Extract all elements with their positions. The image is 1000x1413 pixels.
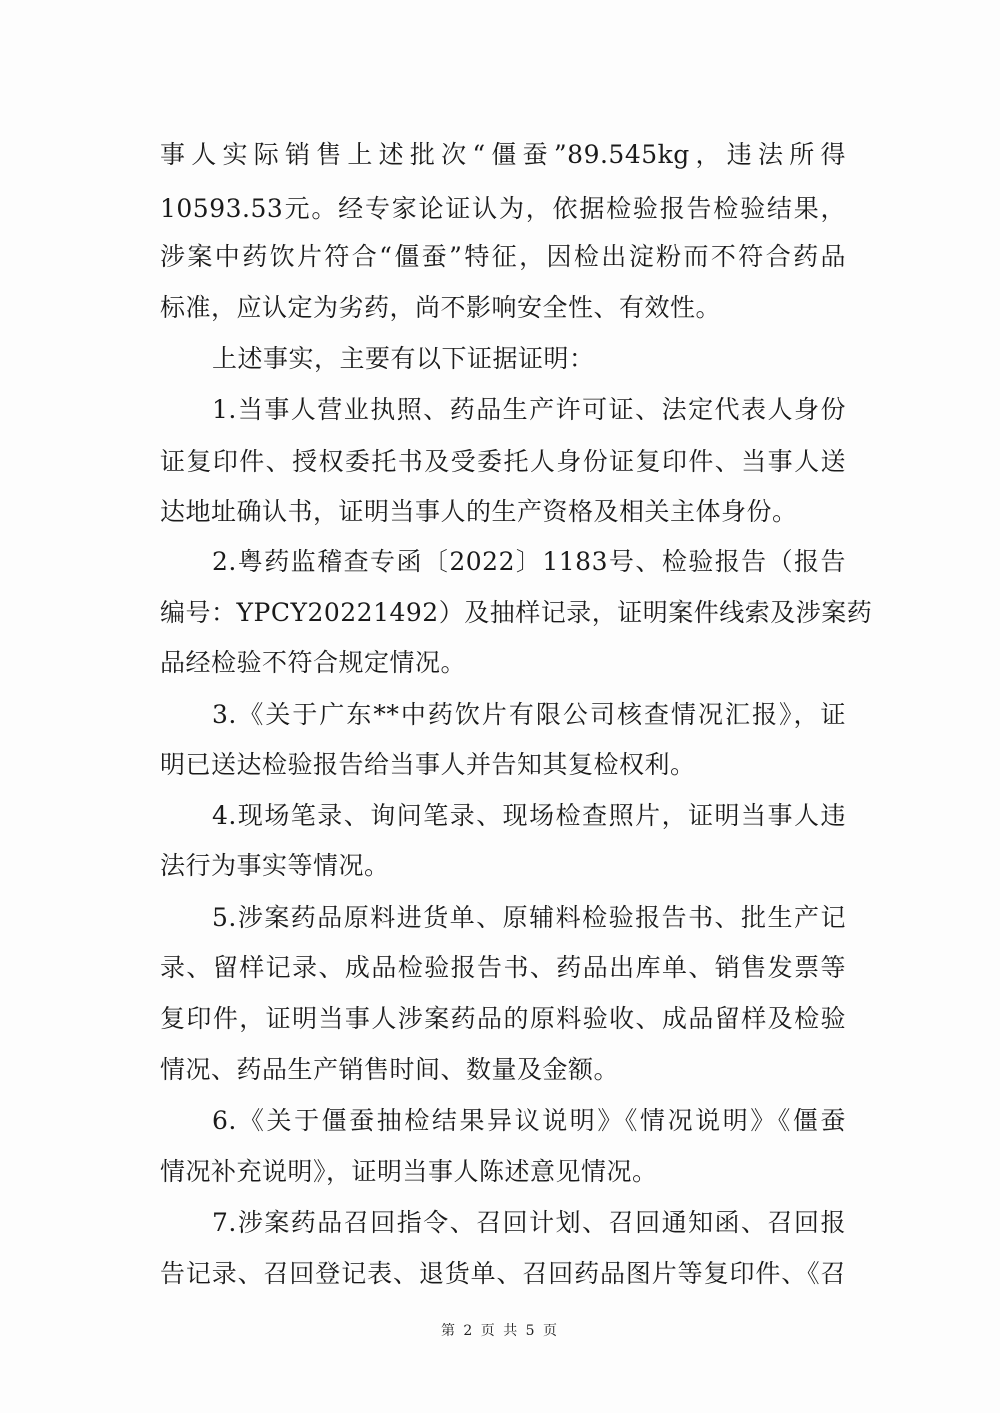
text-line: 10593.53元。经专家论证认为，依据检验报告检验结果， <box>160 194 846 223</box>
text-line: 2.粤药监稽查专函〔2022〕1183号、检验报告（报告 <box>212 547 846 576</box>
text-line: 编号：YPCY20221492）及抽样记录，证明案件线索及涉案药 <box>160 598 873 627</box>
text-line: 标准，应认定为劣药，尚不影响安全性、有效性。 <box>160 293 722 322</box>
text-line: 情况补充说明》，证明当事人陈述意见情况。 <box>160 1157 658 1186</box>
text-line: 品经检验不符合规定情况。 <box>160 648 467 677</box>
text-line: 3.《关于广东**中药饮片有限公司核查情况汇报》，证 <box>212 700 846 729</box>
text-line: 涉案中药饮片符合“僵蚕”特征，因检出淀粉而不符合药品 <box>160 242 846 271</box>
text-line: 法行为事实等情况。 <box>160 851 390 880</box>
text-line: 告记录、召回登记表、退货单、召回药品图片等复印件、《召 <box>160 1259 846 1288</box>
page-number: 第 2 页 共 5 页 <box>440 1323 560 1339</box>
text-line: 情况、药品生产销售时间、数量及金额。 <box>160 1055 620 1084</box>
text-line: 上述事实，主要有以下证据证明： <box>212 344 595 373</box>
text-line: 录、留样记录、成品检验报告书、药品出库单、销售发票等 <box>160 953 846 982</box>
text-line: 1.当事人营业执照、药品生产许可证、法定代表人身份 <box>212 395 846 424</box>
text-line: 事人实际销售上述批次“僵蚕”89.545kg，违法所得 <box>160 140 846 169</box>
text-line: 7.涉案药品召回指令、召回计划、召回通知函、召回报 <box>212 1208 846 1237</box>
text-line: 复印件，证明当事人涉案药品的原料验收、成品留样及检验 <box>160 1004 846 1033</box>
text-line: 证复印件、授权委托书及受委托人身份证复印件、当事人送 <box>160 447 846 476</box>
text-line: 6.《关于僵蚕抽检结果异议说明》《情况说明》《僵蚕 <box>212 1106 846 1135</box>
text-line: 5.涉案药品原料进货单、原辅料检验报告书、批生产记 <box>212 903 846 932</box>
text-line: 达地址确认书，证明当事人的生产资格及相关主体身份。 <box>160 497 798 526</box>
text-line: 明已送达检验报告给当事人并告知其复检权利。 <box>160 750 696 779</box>
text-line: 4.现场笔录、询问笔录、现场检查照片，证明当事人违 <box>212 801 846 830</box>
